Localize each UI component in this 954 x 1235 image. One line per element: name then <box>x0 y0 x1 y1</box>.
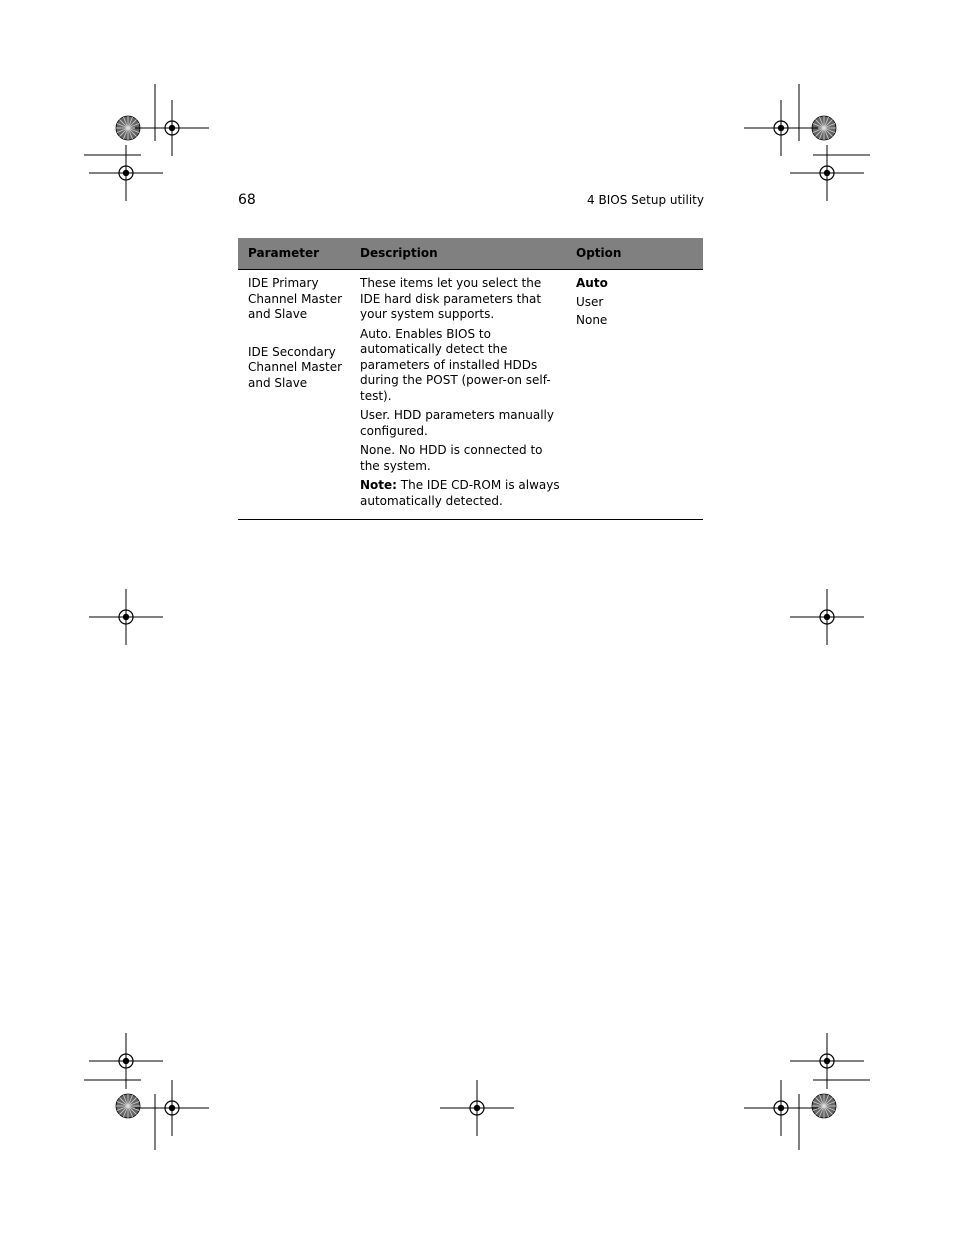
parameter-ide-secondary: IDE Secondary Channel Master and Slave <box>248 344 343 390</box>
description-user: User. HDD parameters manually configured. <box>360 408 554 438</box>
option-cell <box>566 270 703 520</box>
parameter-ide-primary: IDE Primary Channel Master and Slave <box>248 276 343 321</box>
description-note <box>360 478 560 509</box>
option-none: None <box>576 313 608 327</box>
note-label: Note: <box>360 478 397 492</box>
running-header: 4 BIOS Setup utility <box>587 193 704 207</box>
column-header-parameter: Parameter <box>238 238 360 270</box>
note-text: The IDE CD-ROM is always automatically detected. <box>360 478 560 508</box>
description-intro: These items let you select the IDE hard disk parameters that your system supports. <box>360 276 542 321</box>
description-cell <box>360 270 566 520</box>
parameter-cell <box>238 270 360 520</box>
column-header-description: Description <box>360 238 566 270</box>
column-header-option: Option <box>566 238 703 270</box>
page-number: 68 <box>238 192 256 208</box>
bios-parameter-table <box>238 238 703 520</box>
table-row <box>238 270 703 520</box>
description-auto: Auto. Enables BIOS to automatically detect the parameters of installed HDDs during the POST (power-on self-test). <box>360 326 551 403</box>
description-none: None. No HDD is connected to the system. <box>360 443 543 473</box>
option-user: User <box>576 294 604 309</box>
table-header-row <box>238 238 703 270</box>
option-auto-default: Auto <box>576 276 608 290</box>
